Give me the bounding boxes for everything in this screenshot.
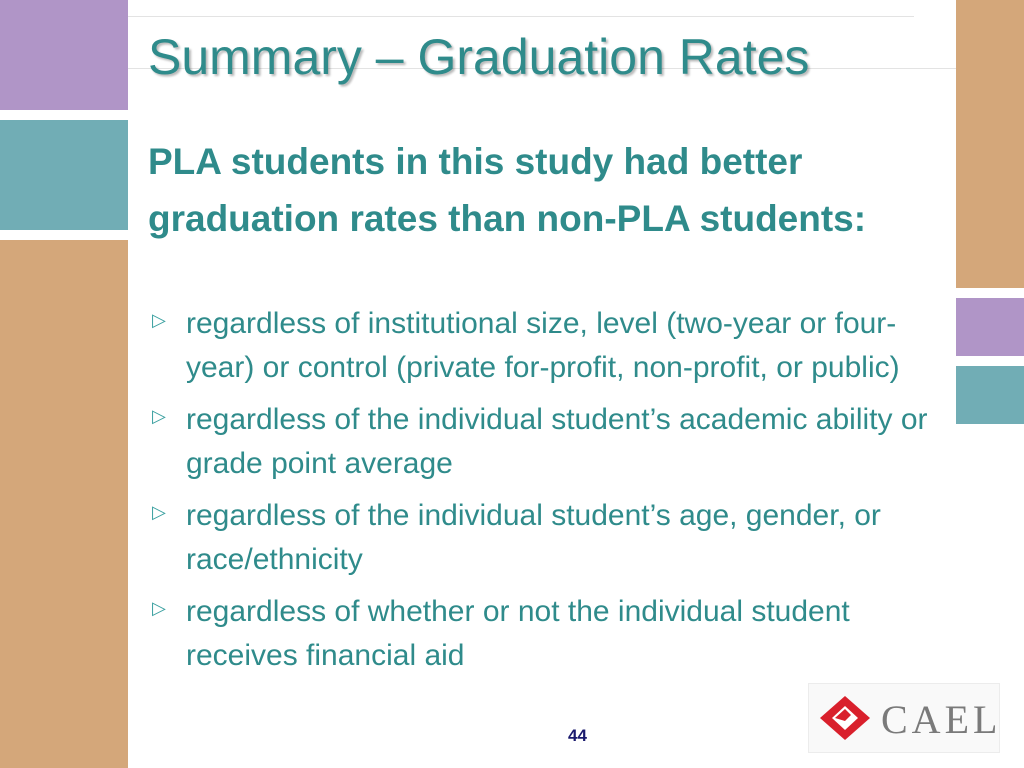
left-purple-block — [0, 0, 128, 110]
bullet-item-3 — [150, 494, 940, 582]
bullet-list — [150, 302, 940, 686]
cael-logo — [808, 683, 1000, 753]
bullet-item-4 — [150, 590, 940, 678]
right-tan-block — [956, 0, 1024, 288]
triangle-outline-right-icon: ▷ — [152, 310, 166, 330]
right-teal-block — [956, 366, 1024, 424]
bullet-text-1: regardless of institutional size, level (two-year or four-year) or control (private for-profit, non-profit, or public) — [186, 307, 900, 384]
slide-title: Summary – Graduation Rates — [148, 29, 810, 85]
logo-wordmark: CAEL — [881, 697, 1002, 742]
bullet-text-2: regardless of the individual student’s academic ability or grade point average — [186, 403, 928, 480]
bullet-item-2 — [150, 398, 940, 486]
bullet-text-4: regardless of whether or not the individual student receives financial aid — [186, 595, 850, 672]
header-rule-top — [128, 16, 914, 17]
bullet-item-1 — [150, 302, 940, 390]
cael-diamond-icon — [817, 693, 873, 743]
bullet-text-3: regardless of the individual student’s age, gender, or race/ethnicity — [186, 499, 881, 576]
left-teal-block — [0, 120, 128, 230]
triangle-outline-right-icon: ▷ — [152, 406, 166, 426]
triangle-outline-right-icon: ▷ — [152, 502, 166, 522]
triangle-outline-right-icon: ▷ — [152, 598, 166, 618]
left-tan-block — [0, 240, 128, 768]
page-number: 44 — [568, 726, 587, 745]
lead-statement: PLA students in this study had better graduation rates than non-PLA students: — [148, 141, 867, 239]
right-purple-block — [956, 298, 1024, 356]
